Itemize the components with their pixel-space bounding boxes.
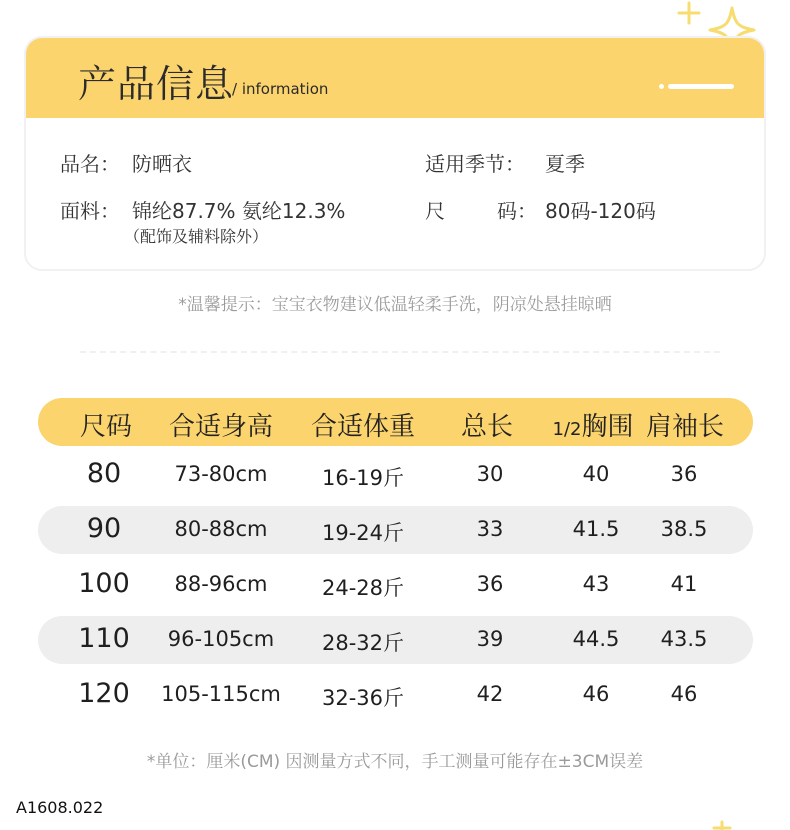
product-name-label: 品名： [60,152,120,176]
season-value: 夏季 [545,152,585,176]
cell-size: 80 [86,458,122,489]
sparkle-bottom-icon [712,820,732,830]
cell-weight: 28-32斤 [321,631,405,655]
cell-length: 33 [476,517,504,541]
header-chest [553,406,634,443]
header-weight: 合适体重 [310,412,416,442]
cell-height: 96-105cm [167,627,275,651]
cell-chest: 41.5 [572,517,620,541]
product-sku: A1608.022 [16,798,104,817]
header-length: 总长 [460,412,514,442]
cell-height: 80-88cm [174,517,268,541]
cell-length: 30 [476,462,504,486]
header-height: 合适身高 [168,412,274,442]
header-decor-dot [659,84,664,89]
cell-height: 88-96cm [174,572,268,596]
size-range-label-part1: 尺 [425,199,445,223]
cell-height: 105-115cm [161,682,281,706]
table-row [38,671,753,719]
cell-weight: 32-36斤 [321,686,405,710]
fabric-note: （配饰及辅料除外） [124,227,269,246]
cell-size: 120 [78,678,130,709]
header-chest-label: 胸围 [581,412,634,442]
product-info-header [26,38,764,118]
cell-size: 90 [86,513,122,544]
fabric-value: 锦纶87.7% 氨纶12.3% [132,199,346,223]
sparkle-small-icon [676,0,702,26]
table-row [38,451,753,499]
cell-size: 100 [78,568,130,599]
cell-sleeve: 36 [670,462,698,486]
header-decor-line [668,84,734,89]
product-info-subtitle: / information [232,80,329,98]
header-sleeve: 肩袖长 [645,412,725,442]
size-range-value: 80码-120码 [545,199,656,223]
cell-height: 73-80cm [174,462,268,486]
product-info-card [24,36,766,271]
table-row [38,616,753,664]
dashed-divider [80,351,720,353]
cell-weight: 19-24斤 [321,521,405,545]
product-info-title: 产品信息 [78,62,235,106]
cell-weight: 16-19斤 [321,466,405,490]
table-row [38,506,753,554]
season-label: 适用季节： [425,152,525,176]
header-chest-prefix: 1/2 [552,419,582,440]
size-range-label-part2: 码： [497,199,537,223]
fabric-label: 面料： [60,199,120,223]
table-row [38,561,753,609]
cell-chest: 44.5 [572,627,620,651]
cell-size: 110 [78,623,130,654]
cell-length: 36 [476,572,504,596]
cell-sleeve: 46 [670,682,698,706]
cell-sleeve: 38.5 [660,517,708,541]
cell-chest: 40 [582,462,610,486]
cell-length: 39 [476,627,504,651]
unit-note: *单位：厘米(CM) 因测量方式不同，手工测量可能存在±3CM误差 [146,752,644,772]
size-table-header [38,398,753,446]
cell-length: 42 [476,682,504,706]
cell-sleeve: 41 [670,572,698,596]
care-tip: *温馨提示：宝宝衣物建议低温轻柔手洗，阴凉处悬挂晾晒 [178,295,612,315]
product-name-value: 防晒衣 [132,152,192,176]
cell-chest: 43 [582,572,610,596]
cell-sleeve: 43.5 [660,627,708,651]
cell-weight: 24-28斤 [321,576,405,600]
cell-chest: 46 [582,682,610,706]
header-size: 尺码 [79,412,133,442]
